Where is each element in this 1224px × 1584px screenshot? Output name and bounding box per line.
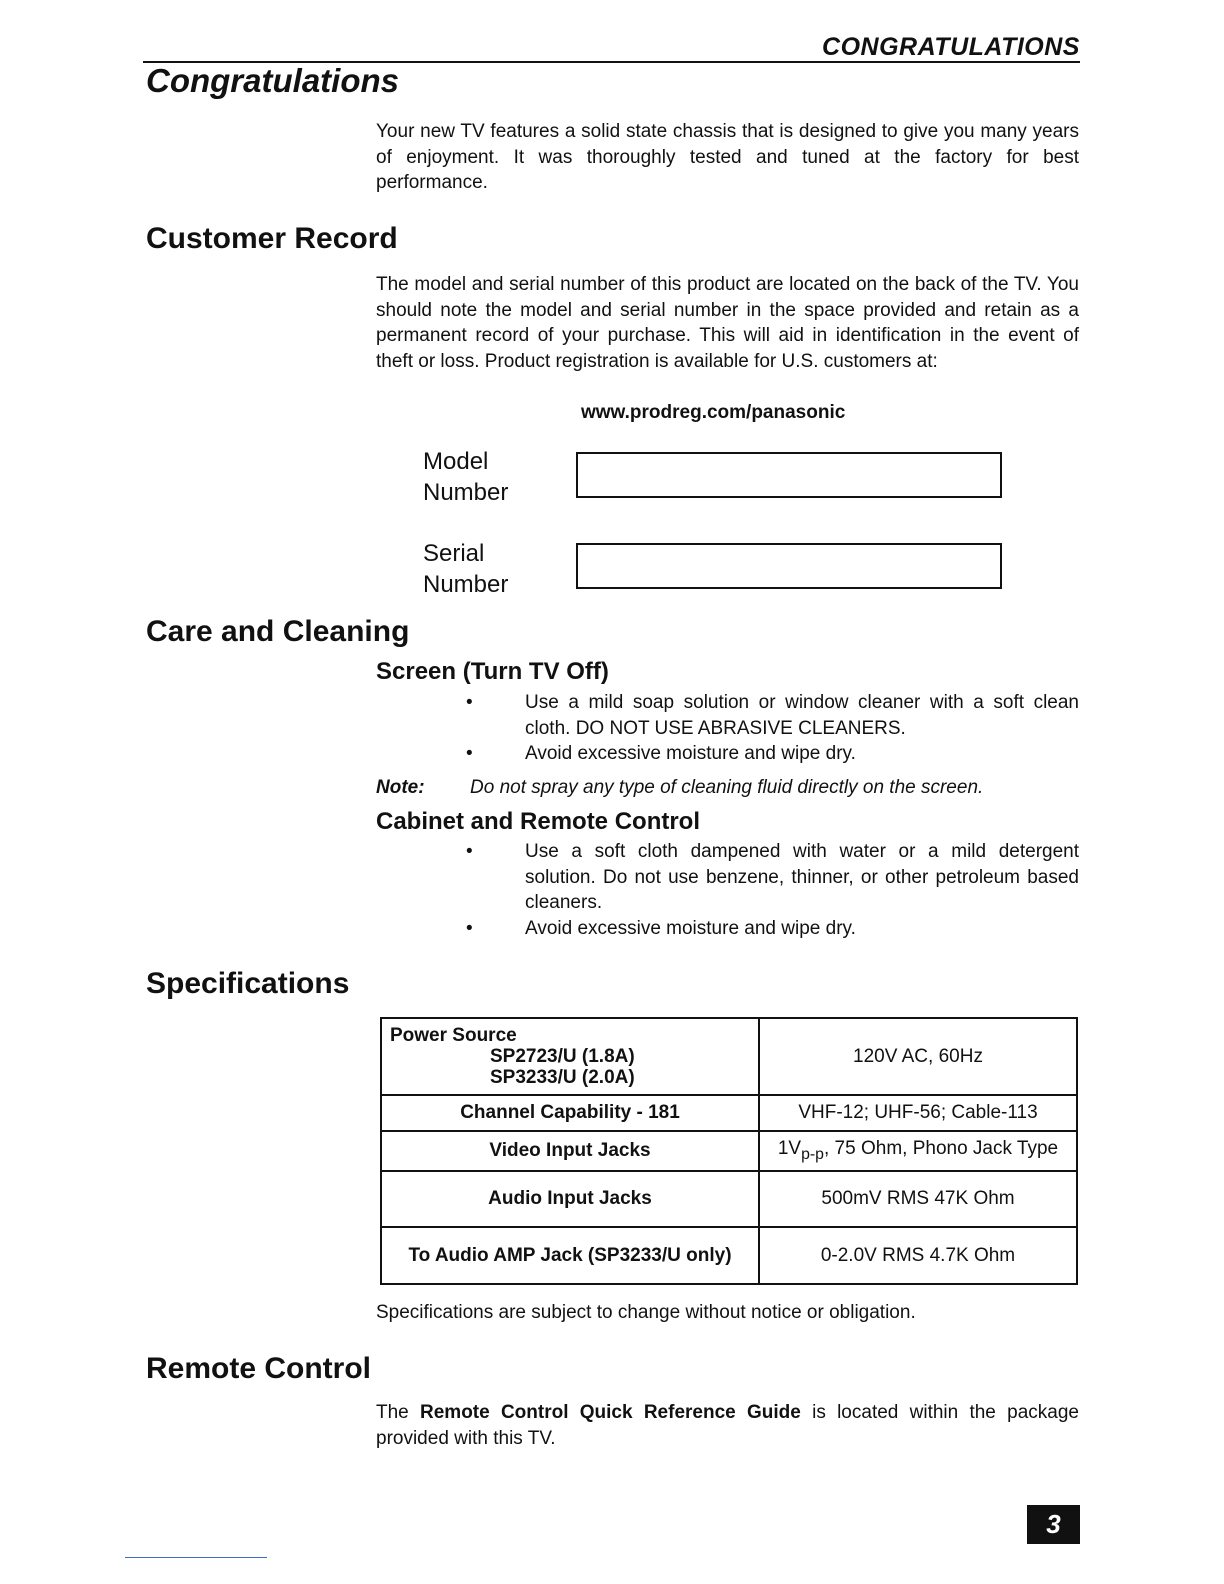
remote-guide-name: Remote Control Quick Reference Guide [420,1402,801,1423]
channel-capability-value: VHF-12; UHF-56; Cable-113 [759,1095,1077,1131]
list-item [466,916,1079,942]
remote-text-pre: The [376,1402,421,1423]
model-label-line1: Model [423,448,489,475]
specifications-title: Specifications [146,967,350,1000]
cabinet-heading: Cabinet and Remote Control [376,808,701,835]
video-value-pre: 1V [777,1138,802,1160]
list-item [466,741,1079,767]
audio-amp-label: To Audio AMP Jack (SP3233/U only) [381,1227,759,1284]
table-row [381,1227,1077,1284]
bullet-icon: • [466,918,473,939]
bullet-text: Use a mild soap solution or window cleaner with a soft clean cloth. DO NOT USE ABRASIVE CLEANERS. [525,692,1079,739]
audio-input-value: 500mV RMS 47K Ohm [759,1171,1077,1227]
page-number: 3 [1027,1505,1080,1544]
serial-label-line1: Serial [423,540,485,567]
video-value-post: , 75 Ohm, Phono Jack Type [824,1138,1059,1160]
power-model-2: SP3233/U (2.0A) [490,1067,635,1088]
table-row [381,1131,1077,1171]
remote-text-post: is located within the package provided with this TV. [376,1402,1079,1449]
power-source-label: Power Source [390,1025,517,1046]
serial-label-line2: Number [423,571,509,598]
registration-url[interactable]: www.prodreg.com/panasonic [581,402,846,423]
screen-heading: Screen (Turn TV Off) [376,658,609,685]
model-number-field[interactable] [576,452,1002,498]
bullet-text: Avoid excessive moisture and wipe dry. [525,918,856,939]
bullet-icon: • [466,743,473,764]
cleaning-note [376,777,983,799]
video-input-value [759,1131,1077,1171]
footer-rule [125,1557,267,1558]
power-model-1: SP2723/U (1.8A) [490,1046,635,1067]
channel-capability-label: Channel Capability - 181 [381,1095,759,1131]
video-input-label: Video Input Jacks [381,1131,759,1171]
remote-control-body [376,1400,1079,1451]
model-label-line2: Number [423,479,509,506]
bullet-text: Use a soft cloth dampened with water or a mild detergent solution. Do not use benzene, thinner, or other petroleum based cleaners. [525,841,1079,914]
running-head: CONGRATULATIONS [822,33,1080,61]
serial-number-label [423,538,508,600]
audio-amp-value: 0-2.0V RMS 4.7K Ohm [759,1227,1077,1284]
congratulations-body: Your new TV features a solid state chassis that is designed to give you many years of enjoyment. It was thoroughly tested and tuned at the factory for best performance. [376,121,1079,194]
audio-input-label: Audio Input Jacks [381,1171,759,1227]
congratulations-title: Congratulations [146,62,399,99]
list-item [466,839,1079,917]
table-row [381,1018,1077,1095]
bullet-icon: • [466,841,473,862]
specifications-table [380,1017,1078,1285]
note-label: Note: [376,777,425,798]
power-source-value: 120V AC, 60Hz [759,1018,1077,1095]
serial-number-field[interactable] [576,543,1002,589]
specifications-footnote: Specifications are subject to change without notice or obligation. [376,1302,916,1323]
bullet-text: Avoid excessive moisture and wipe dry. [525,743,856,764]
power-source-cell [381,1018,759,1095]
note-text: Do not spray any type of cleaning fluid directly on the screen. [470,777,984,798]
list-item [466,690,1079,742]
video-value-sub: p-p [801,1145,824,1163]
customer-record-title: Customer Record [146,222,398,255]
customer-record-body: The model and serial number of this product are located on the back of the TV. You should note the model and serial number in the space provided and retain as a permanent record of your purchase. This will aid in identification in the event of theft or loss. Product registration is available for U.S. customers at: [376,274,1079,372]
model-number-label [423,446,508,508]
table-row [381,1171,1077,1227]
care-cleaning-title: Care and Cleaning [146,615,410,648]
bullet-icon: • [466,692,473,713]
table-row [381,1095,1077,1131]
remote-control-title: Remote Control [146,1352,371,1385]
